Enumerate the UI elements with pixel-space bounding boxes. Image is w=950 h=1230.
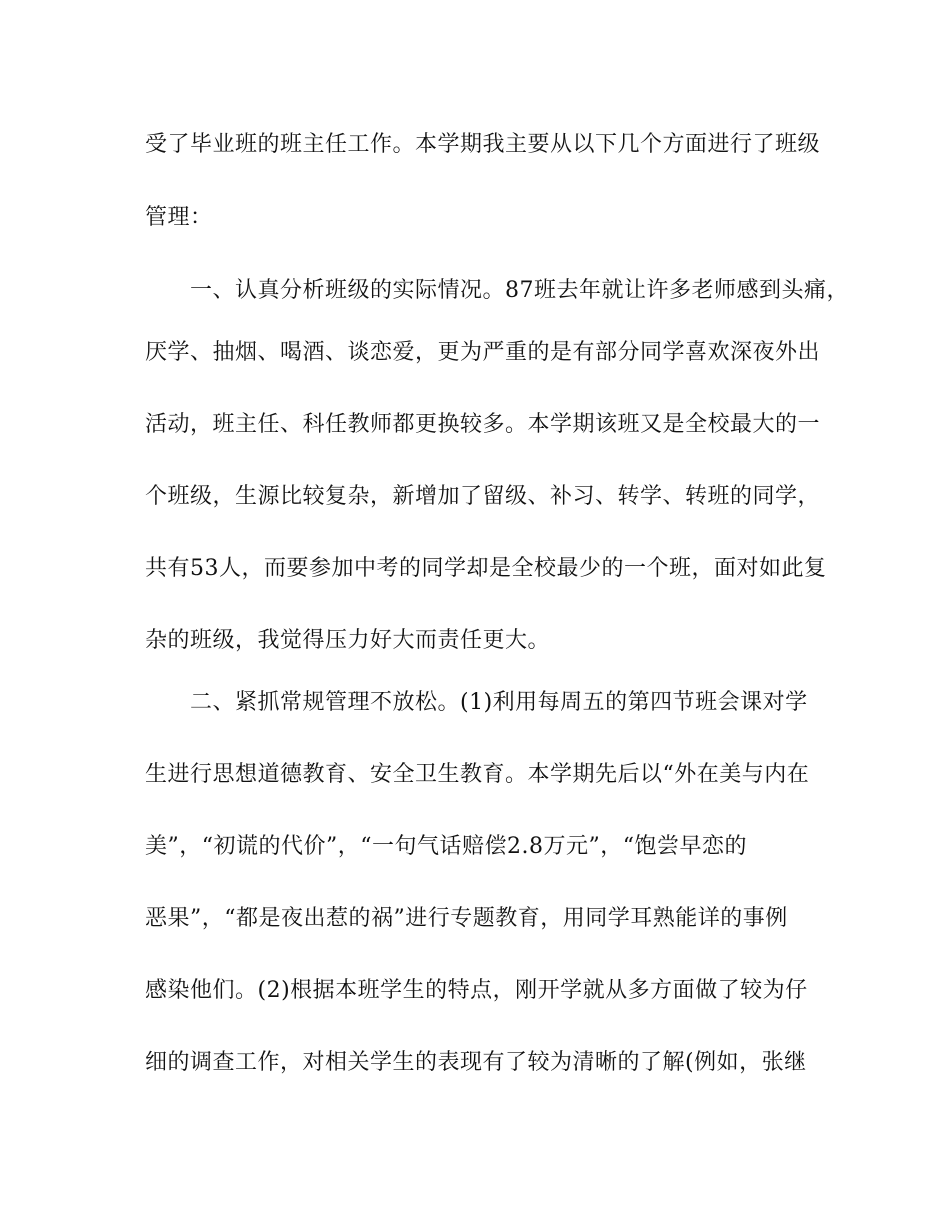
- text-line-8: 杂的班级，我觉得压力好大而责任更大。: [145, 628, 551, 653]
- text-line-6: 个班级，生源比较复杂，新增加了留级、补习、转学、转班的同学，: [145, 484, 821, 509]
- text-line-9-paragraph-start: 二、紧抓常规管理不放松。(1)利用每周五的第四节班会课对学: [190, 690, 808, 715]
- text-line-1: 受了毕业班的班主任工作。本学期我主要从以下几个方面进行了班级: [145, 132, 821, 157]
- text-line-10: 生进行思想道德教育、安全卫生教育。本学期先后以“外在美与内在: [145, 762, 810, 787]
- text-line-3-paragraph-start: 一、认真分析班级的实际情况。87班去年就让许多老师感到头痛，: [190, 278, 849, 303]
- text-line-11: 美”，“初谎的代价”，“一句气话赔偿2.8万元”，“饱尝早恋的: [145, 834, 747, 859]
- text-line-5: 活动，班主任、科任教师都更换较多。本学期该班又是全校最大的一: [145, 412, 821, 437]
- text-line-12: 恶果”，“都是夜出惹的祸”进行专题教育，用同学耳熟能详的事例: [145, 906, 788, 931]
- text-line-7: 共有53人，而要参加中考的同学却是全校最少的一个班，面对如此复: [145, 556, 827, 581]
- text-line-13: 感染他们。(2)根据本班学生的特点，刚开学就从多方面做了较为仔: [145, 978, 808, 1003]
- text-line-14: 细的调查工作，对相关学生的表现有了较为清晰的了解(例如，张继: [145, 1050, 807, 1075]
- text-line-4: 厌学、抽烟、喝酒、谈恋爱，更为严重的是有部分同学喜欢深夜外出: [145, 340, 821, 365]
- text-line-2: 管理：: [145, 205, 213, 230]
